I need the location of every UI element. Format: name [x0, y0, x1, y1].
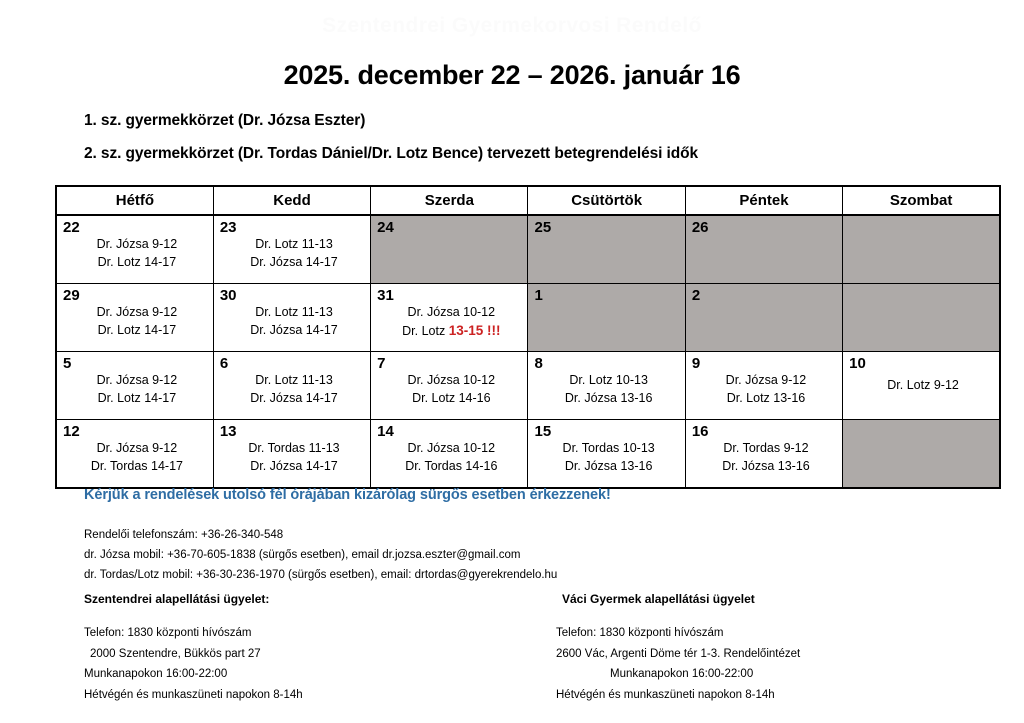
calendar-cell	[685, 352, 842, 420]
calendar-cell	[843, 352, 1000, 420]
column-header-monday: Hétfő	[56, 186, 213, 215]
duty-weekday-hours-vac: Munkanapokon 16:00-22:00	[610, 668, 754, 681]
slot-line: Dr. Józsa 13-16	[722, 459, 810, 474]
table-header-row	[56, 186, 1000, 215]
calendar-cell	[528, 284, 685, 352]
table-row	[56, 352, 1000, 420]
slot-list	[57, 371, 213, 407]
day-number: 16	[691, 423, 709, 440]
duty-weekend-hours-szentendre: Hétvégén és munkaszüneti napokon 8-14h	[84, 688, 303, 701]
duty-service-vac	[556, 589, 800, 705]
slot-line: Dr. Józsa 13-16	[564, 391, 653, 406]
slot-line: Dr. Lotz 11-13	[255, 237, 333, 252]
calendar-cell	[213, 420, 370, 489]
calendar-cell	[371, 420, 528, 489]
subtitle-district-2: 2. sz. gyermekkörzet (Dr. Tordas Dániel/Dr. Lotz Bence) tervezett betegrendelési idők	[84, 145, 698, 162]
slot-list	[57, 303, 213, 339]
slot-list	[686, 371, 842, 407]
slot-line: Dr. Józsa 9-12	[96, 237, 178, 252]
slot-line: Dr. Józsa 14-17	[250, 255, 338, 270]
duty-address-szentendre: 2000 Szentendre, Bükkös part 27	[90, 647, 261, 660]
day-number: 5	[63, 355, 72, 372]
slot-line: Dr. Lotz 10-13	[569, 373, 648, 388]
column-header-tuesday: Kedd	[213, 186, 370, 215]
duty-phone-vac: Telefon: 1830 központi hívószám	[556, 627, 724, 640]
calendar-cell	[213, 215, 370, 284]
column-header-thursday: Csütörtök	[528, 186, 685, 215]
column-header-friday: Péntek	[685, 186, 842, 215]
slot-line: Dr. Lotz 11-13	[255, 305, 333, 320]
slot-line: Dr. Tordas 9-12	[723, 441, 809, 456]
slot-list	[214, 235, 370, 271]
slot-line: Dr. Tordas 14-17	[90, 459, 183, 474]
slot-line: Dr. Lotz 14-17	[97, 323, 177, 338]
day-number: 22	[63, 219, 80, 236]
slot-line: Dr. Józsa 10-12	[407, 441, 496, 456]
slot-line: Dr. Józsa 10-12	[407, 305, 496, 320]
contact-line-office-phone: Rendelői telefonszám: +36-26-340-548	[84, 529, 284, 541]
calendar-container	[55, 185, 1001, 489]
day-number: 13	[219, 423, 237, 440]
duty-weekday-hours-szentendre: Munkanapokon 16:00-22:00	[84, 668, 228, 681]
day-number: 29	[63, 287, 80, 304]
slot-line: Dr. Józsa 9-12	[96, 373, 178, 388]
slot-list	[843, 376, 999, 394]
day-number: 1	[534, 287, 543, 304]
day-number: 31	[377, 287, 394, 304]
slot-line: Dr. Tordas 10-13	[562, 441, 655, 456]
table-row	[56, 284, 1000, 352]
day-number: 14	[377, 423, 394, 440]
calendar-cell	[371, 284, 528, 352]
slot-line: Dr. Józsa 14-17	[250, 459, 338, 474]
duty-title-vac: Váci Gyermek alapellátási ügyelet	[562, 592, 755, 606]
duty-weekend-hours-vac: Hétvégén és munkaszüneti napokon 8-14h	[556, 688, 775, 701]
table-row	[56, 420, 1000, 489]
slot-list	[686, 439, 842, 475]
calendar-cell	[528, 420, 685, 489]
slot-list	[57, 439, 213, 475]
slot-list	[528, 439, 684, 475]
slot-list	[214, 303, 370, 339]
calendar-cell	[528, 215, 685, 284]
calendar-cell	[56, 215, 213, 284]
slot-line: Dr. Lotz 14-17	[97, 391, 177, 406]
column-header-wednesday: Szerda	[371, 186, 528, 215]
slot-line-highlighted	[385, 321, 517, 341]
contact-info-block	[84, 526, 557, 585]
slot-line: Dr. Józsa 9-12	[725, 373, 807, 388]
slot-line: Dr. Lotz 9-12	[887, 378, 959, 393]
calendar-cell	[528, 352, 685, 420]
day-number: 23	[219, 219, 237, 236]
slot-line: Dr. Lotz 14-17	[97, 255, 177, 270]
slot-line: Dr. Józsa 14-17	[250, 391, 338, 406]
slot-line: Dr. Lotz 14-16	[412, 391, 491, 406]
contact-line-tordas-lotz-mobile: dr. Tordas/Lotz mobil: +36-30-236-1970 (sürgős esetben), email: drtordas@gyerekrendelo.hu	[84, 568, 558, 581]
subtitle-district-1: 1. sz. gyermekkörzet (Dr. Józsa Eszter)	[84, 112, 366, 129]
calendar-cell	[685, 284, 842, 352]
day-number: 6	[219, 355, 229, 372]
calendar-cell	[56, 284, 213, 352]
duty-address-vac: 2600 Vác, Argenti Döme tér 1-3. Rendelőintézet	[556, 647, 801, 660]
calendar-cell	[843, 215, 1000, 284]
slot-list	[214, 371, 370, 407]
urgent-notice: Kérjük a rendelések utolsó fél órájában kizárólag sürgős esetben érkezzenek!	[84, 487, 611, 503]
slot-list	[57, 235, 213, 271]
column-header-saturday: Szombat	[843, 186, 1000, 215]
day-number: 12	[63, 423, 80, 440]
calendar-cell	[371, 352, 528, 420]
duty-phone-szentendre: Telefon: 1830 központi hívószám	[84, 627, 252, 640]
slot-line: Dr. Józsa 13-16	[564, 459, 653, 474]
day-number: 15	[534, 423, 552, 440]
slot-line: Dr. Lotz 11-13	[255, 373, 333, 388]
slot-list	[214, 439, 370, 475]
day-number: 8	[534, 355, 543, 372]
day-number: 24	[377, 219, 394, 236]
slot-list	[371, 439, 527, 475]
duty-title-szentendre: Szentendrei alapellátási ügyelet:	[84, 592, 270, 606]
calendar-cell	[56, 420, 213, 489]
calendar-cell	[371, 215, 528, 284]
slot-line: Dr. Józsa 9-12	[96, 305, 178, 320]
calendar-cell	[56, 352, 213, 420]
slot-time-highlight: 13-15 !!!	[448, 323, 501, 339]
slot-line: Dr. Józsa 14-17	[250, 323, 338, 338]
slot-line: Dr. Lotz 13-16	[726, 391, 806, 406]
table-body	[56, 215, 1000, 488]
calendar-cell	[213, 352, 370, 420]
calendar-cell	[685, 215, 842, 284]
calendar-cell	[213, 284, 370, 352]
slot-line: Dr. Józsa 10-12	[407, 373, 496, 388]
day-number: 26	[691, 219, 709, 236]
day-number: 30	[219, 287, 237, 304]
slot-list	[371, 371, 527, 407]
table-row	[56, 215, 1000, 284]
slot-list	[371, 303, 527, 341]
schedule-table	[55, 185, 1001, 489]
slot-doctor-name: Dr. Lotz	[402, 324, 449, 339]
table-header	[56, 186, 1000, 215]
page-title: 2025. december 22 – 2026. január 16	[283, 60, 741, 90]
slot-line: Dr. Józsa 9-12	[96, 441, 178, 456]
day-number: 9	[691, 355, 701, 372]
contact-line-jozsa-mobile: dr. Józsa mobil: +36-70-605-1838 (sürgős esetben), email dr.jozsa.eszter@gmail.com	[84, 548, 521, 561]
slot-line: Dr. Tordas 14-16	[405, 459, 498, 474]
calendar-cell	[685, 420, 842, 489]
slot-line: Dr. Tordas 11-13	[248, 441, 340, 456]
day-number: 10	[849, 355, 866, 372]
day-number: 2	[691, 287, 701, 304]
watermark-text: Szentendrei Gyermekorvosi Rendelő	[322, 14, 702, 37]
day-number: 7	[377, 355, 386, 372]
calendar-cell	[843, 420, 1000, 489]
calendar-cell	[843, 284, 1000, 352]
slot-list	[528, 371, 684, 407]
duty-service-szentendre	[84, 589, 303, 705]
day-number: 25	[534, 219, 552, 236]
